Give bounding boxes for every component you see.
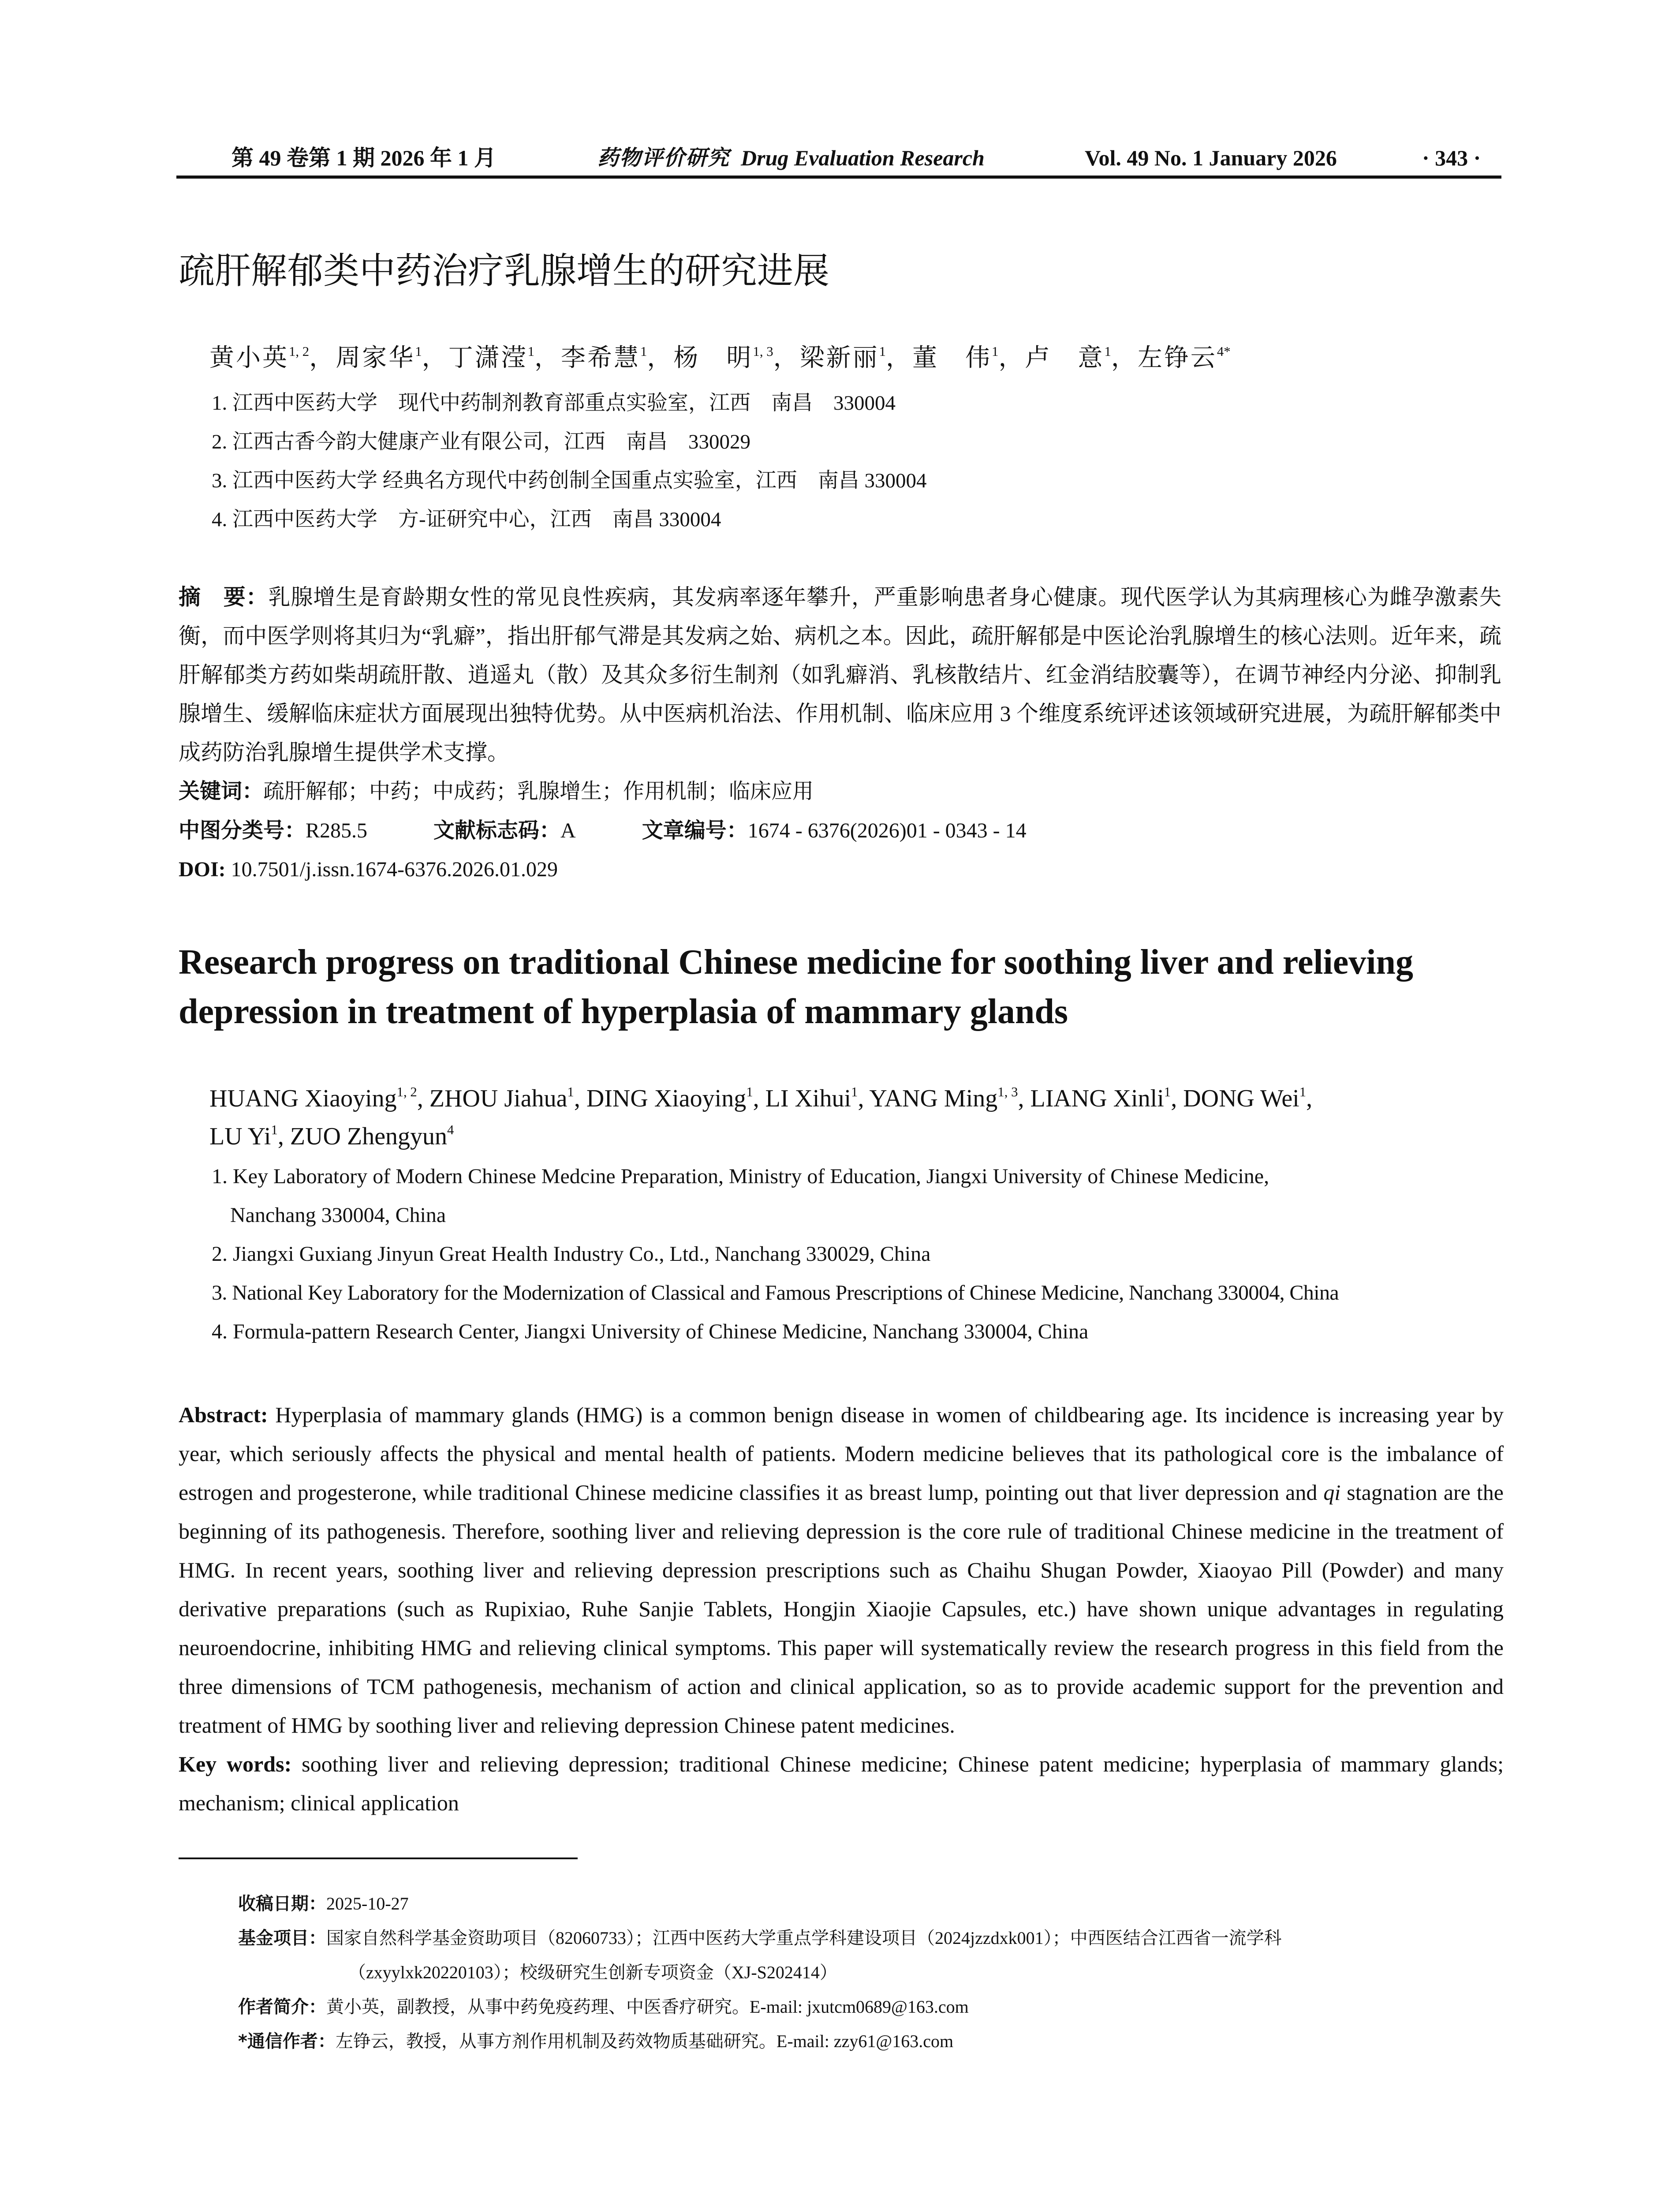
author-en: DONG Wei$^1$, bbox=[1183, 1084, 1313, 1112]
doi-label: DOI: bbox=[179, 858, 226, 881]
author-cn: 丁潇滢$^1$， bbox=[448, 344, 561, 372]
keywords-cn-text: 疏肝解郁；中药；中成药；乳腺增生；作用机制；临床应用 bbox=[263, 780, 814, 803]
keywords-cn bbox=[179, 772, 1680, 811]
author-cn: 董 伟$^1$， bbox=[912, 344, 1025, 372]
affiliations-en bbox=[212, 1157, 1501, 1351]
doc-code-label: 文献标志码： bbox=[433, 818, 561, 843]
title-en: Research progress on traditional Chinese medicine for soothing liver and relieving depression in treatment of hyperplasia of mammary glands bbox=[179, 943, 1413, 1031]
keywords-en bbox=[179, 1745, 1504, 1822]
doc-code-value: A bbox=[560, 819, 576, 842]
abstract-cn-text: 乳腺增生是育龄期女性的常见良性疾病，其发病率逐年攀升，严重影响患者身心健康。现代医学认为其病理核心为雌孕激素失衡，而中医学则将其归为“乳癖”，指出肝郁气滞是其发病之始、病机之本。因此，疏肝解郁是中医论治乳腺增生的核心法则。近年来，疏肝解郁类方药如柴胡疏肝散、逍遥丸（散）及其众多衍生制剂（如乳癖消、乳核散结片、红金消结胶囊等），在调节神经内分泌、抑制乳腺增生、缓解临床症状方面展现出独特优势。从中医病机治法、作用机制、临床应用 3 个维度系统评述该领域研究进展，为疏肝解郁类中成药防治乳腺增生提供学术支撑。 bbox=[179, 585, 1502, 765]
author-cn: 李希慧$^1$， bbox=[561, 344, 674, 372]
volume-en: Vol. 49 No. 1 January 2026 bbox=[1085, 146, 1337, 170]
author-cn: 梁新丽$^1$， bbox=[799, 344, 913, 372]
abstract-en-italic: qi bbox=[1323, 1480, 1341, 1505]
abstract-cn bbox=[179, 578, 1501, 772]
author-cn: 卢 意$^1$， bbox=[1025, 344, 1138, 372]
metadata-cn bbox=[179, 772, 1680, 889]
clc-label: 中图分类号： bbox=[179, 818, 306, 843]
issue-cn: 第 49 卷第 1 期 2026 年 1 月 bbox=[231, 146, 496, 170]
author-en: LU Yi$^1$, bbox=[209, 1122, 290, 1150]
author-en: LI Xihui$^1$, bbox=[765, 1084, 870, 1112]
received-date: 收稿日期：2025-10-27 bbox=[238, 1894, 409, 1914]
affiliations-cn bbox=[212, 384, 1680, 539]
author-en: LIANG Xinli$^1$, bbox=[1030, 1084, 1183, 1112]
affiliation-en: 1. Key Laboratory of Modern Chinese Medcine Preparation, Ministry of Education, Jiangxi University of Chinese Medicine, Nanchang 330004, China bbox=[212, 1165, 1269, 1227]
author-en: HUANG Xiaoying$^{1, 2}$, bbox=[209, 1084, 429, 1112]
page-number: · 343 · bbox=[1422, 146, 1481, 170]
author-en: ZUO Zhengyun$^4$ bbox=[290, 1122, 454, 1150]
author-en: ZHOU Jiahua$^1$, bbox=[429, 1084, 586, 1112]
author-cn: 周家华$^1$， bbox=[336, 344, 448, 372]
abstract-en-text: Hyperplasia of mammary glands (HMG) is a common benign disease in women of childbearing age. Its incidence is increasing year by year, which seriously affects the physical and mental health of patients. Modern medicine believes that its pathological core is the imbalance of estrogen and progesterone, while traditional Chinese medicine classifies it as breast lump, pointing out that liver depression and bbox=[179, 1402, 1504, 1505]
affiliation-cn: 3. 江西中医药大学 经典名方现代中药创制全国重点实验室，江西 南昌 330004 bbox=[212, 469, 927, 492]
funding: 基金项目：国家自然科学基金资助项目（82060733）；江西中医药大学重点学科建设项目（2024jzzdxk001）；中西医结合江西省一流学科 bbox=[238, 1928, 1282, 1948]
affiliation-en: 4. Formula-pattern Research Center, Jiangxi University of Chinese Medicine, Nanchang 330004, China bbox=[212, 1320, 1089, 1343]
funding-cont: （zxyylxk20220103）；校级研究生创新专项资金（XJ-S202414） bbox=[348, 1962, 837, 1982]
abstract-en-text: stagnation are the beginning of its pathogenesis. Therefore, soothing liver and relieving depression is the core rule of traditional Chinese medicine in the treatment of HMG. In recent years, soothing liver and relieving depression prescriptions such as Chaihu Shugan Powder, Xiaoyao Pill (Powder) and many derivative preparations (such as Rupixiao, Ruhe Sanjie Tablets, Hongjin Xiaojie Capsules, etc.) have shown unique advantages in regulating neuroendocrine, inhibiting HMG and relieving clinical symptoms. This paper will systematically review the research progress in this field from the three dimensions of TCM pathogenesis, mechanism of action and clinical application, so as to provide academic support for the prevention and treatment of HMG by soothing liver and relieving depression Chinese patent medicines. bbox=[179, 1480, 1504, 1738]
article-no-label: 文章编号： bbox=[642, 818, 748, 843]
title-cn: 疏肝解郁类中药治疗乳腺增生的研究进展 bbox=[179, 250, 830, 292]
corresponding-author: *通信作者：左铮云，教授，从事方剂作用机制及药效物质基础研究。E-mail: zzy61@163.com bbox=[238, 2031, 954, 2052]
author-cn: 杨 明$^{1, 3}$， bbox=[673, 344, 800, 372]
journal-logo: 药物评价研究 bbox=[597, 146, 730, 170]
doi bbox=[179, 850, 1680, 889]
affiliation-en: 3. National Key Laboratory for the Modernization of Classical and Famous Prescriptions of Chinese Medicine, Nanchang 330004, China bbox=[212, 1281, 1339, 1304]
footnotes bbox=[238, 1887, 1504, 2059]
footnote-rule bbox=[179, 1857, 578, 1859]
author-en: DING Xiaoying$^1$, bbox=[586, 1084, 765, 1112]
affiliation-cn: 1. 江西中医药大学 现代中药制剂教育部重点实验室，江西 南昌 330004 bbox=[212, 392, 896, 415]
journal-name-en: Drug Evaluation Research bbox=[741, 146, 985, 170]
author-cn: 黄小英$^{1, 2}$， bbox=[209, 344, 336, 372]
authors-cn bbox=[209, 340, 1680, 376]
classification bbox=[179, 811, 1680, 850]
affiliation-cn: 4. 江西中医药大学 方-证研究中心，江西 南昌 330004 bbox=[212, 508, 721, 531]
article-no-value: 1674 - 6376(2026)01 - 0343 - 14 bbox=[747, 819, 1027, 842]
abstract-en bbox=[179, 1395, 1504, 1745]
clc-value: R285.5 bbox=[306, 819, 368, 842]
affiliation-cn: 2. 江西古香今韵大健康产业有限公司，江西 南昌 330029 bbox=[212, 430, 750, 453]
authors-en bbox=[209, 1080, 1510, 1155]
abstract-en-label: Abstract: bbox=[179, 1402, 268, 1427]
abstract-cn-label: 摘 要： bbox=[179, 584, 269, 610]
keywords-en-text: soothing liver and relieving depression; traditional Chinese medicine; Chinese patent medicine; hyperplasia of mammary glands; mechanism; clinical application bbox=[179, 1752, 1504, 1815]
doi-link[interactable]: 10.7501/j.issn.1674-6376.2026.01.029 bbox=[231, 858, 558, 881]
keywords-cn-label: 关键词： bbox=[179, 779, 264, 804]
author-en: YANG Ming$^{1, 3}$, bbox=[869, 1084, 1030, 1112]
running-header bbox=[179, 140, 1501, 176]
author-cn: 左铮云$^{4*}$ bbox=[1137, 344, 1231, 372]
header-rule bbox=[176, 176, 1501, 179]
affiliation-en: 2. Jiangxi Guxiang Jinyun Great Health Industry Co., Ltd., Nanchang 330029, China bbox=[212, 1242, 931, 1266]
author-bio: 作者简介：黄小英，副教授，从事中药免疫药理、中医香疗研究。E-mail: jxutcm0689@163.com bbox=[238, 1997, 969, 2017]
keywords-en-label: Key words: bbox=[179, 1752, 292, 1776]
